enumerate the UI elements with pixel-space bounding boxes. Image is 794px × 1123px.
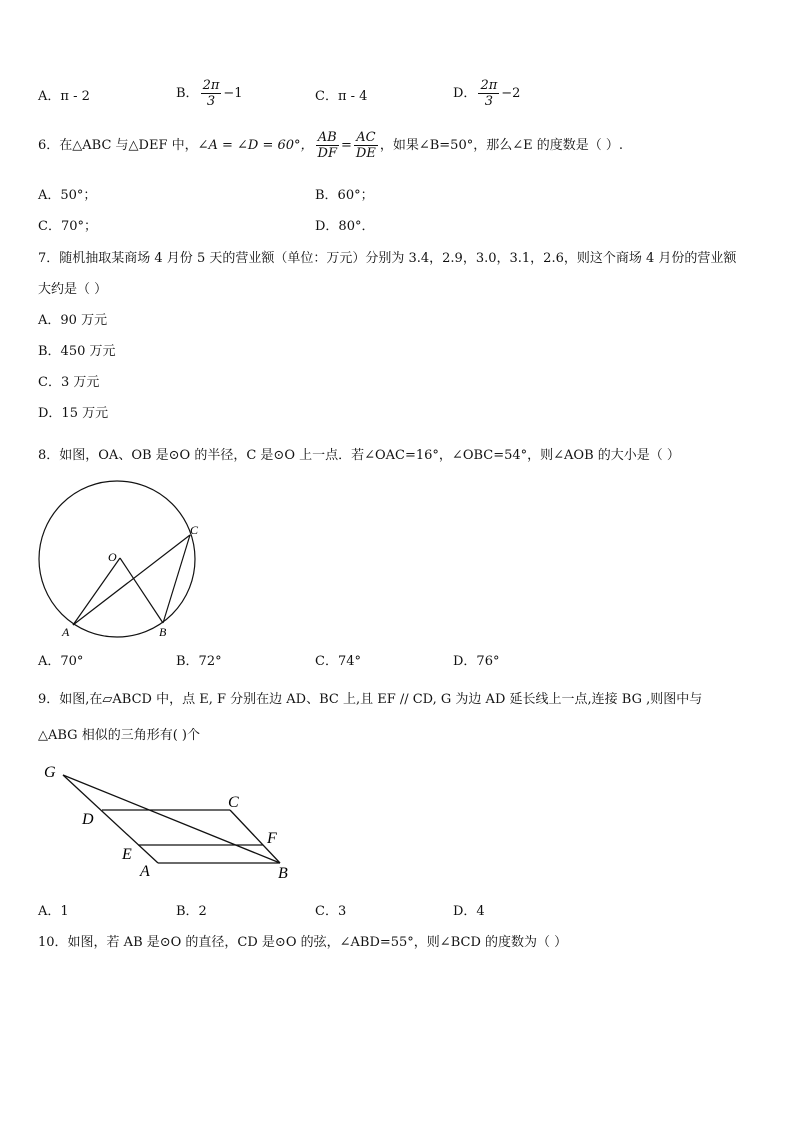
label-d: D (82, 811, 94, 828)
q7-stem-line2: 大约是（ ） (38, 282, 108, 297)
segment-oa (73, 558, 120, 625)
q10-stem: 10．如图，若 AB 是⊙O 的直径，CD 是⊙O 的弦，∠ABD=55°，则∠BCD 的度数为（ ） (38, 935, 568, 950)
q6-option-a: A．50°； (38, 188, 97, 203)
q6-option-c: C．70°； (38, 219, 97, 234)
q9-option-d: D．4 (453, 904, 485, 919)
label-a: A (62, 625, 70, 639)
q8-option-a: A．70° (38, 654, 84, 669)
q6-option-d: D．80°． (315, 219, 375, 234)
label-c: C (228, 794, 239, 811)
q5-option-b: B． $\frac{2\pi}{3}$ −1 (176, 78, 243, 109)
q9-option-c: C．3 (315, 904, 347, 919)
q9-parallelogram-figure (38, 760, 308, 885)
q7-option-a: A．90 万元 (38, 313, 108, 328)
q7-option-d: D．15 万元 (38, 406, 109, 421)
label-b: B (278, 865, 288, 882)
q6-option-b: B．60°； (315, 188, 374, 203)
segment-ac (73, 535, 190, 625)
q5-option-c: C．π - 4 (315, 89, 368, 104)
label-a: A (140, 863, 150, 880)
label-b: B (159, 625, 167, 639)
label-f: F (267, 830, 277, 847)
label-o: O (108, 550, 117, 564)
q7-option-c: C．3 万元 (38, 375, 100, 390)
q8-option-c: C．74° (315, 654, 361, 669)
segment-ga (63, 775, 158, 863)
q5-option-a: A．π - 2 (38, 89, 90, 104)
q7-stem-line1: 7．随机抽取某商场 4 月份 5 天的营业额（单位：万元）分别为 3.4，2.9，3.0，3.1，2.6，则这个商场 4 月份的营业额 (38, 251, 737, 266)
label-c: C (190, 523, 199, 537)
label-g: G (44, 764, 56, 781)
q7-option-b: B．450 万元 (38, 344, 116, 359)
label-e: E (122, 846, 132, 863)
q9-stem-line1: 9．如图,在▱ABCD 中，点 E, F 分别在边 AD、BC 上,且 EF // CD, G 为边 AD 延长线上一点,连接 BG ,则图中与 (38, 692, 703, 707)
q9-option-b: B．2 (176, 904, 207, 919)
q9-option-a: A．1 (38, 904, 69, 919)
q8-circle-figure (30, 480, 220, 645)
q8-option-d: D．76° (453, 654, 500, 669)
q6-stem: 6．在△ABC 与△DEF 中，∠A = ∠D = 60°， $\frac{AB}{DF}$ = $\frac{AC}{DE}$ ，如果∠B=50°，那么∠E 的度数是（ ）. (38, 130, 623, 161)
q9-stem-line2: △ABG 相似的三角形有( )个 (38, 728, 200, 743)
q8-option-b: B．72° (176, 654, 222, 669)
segment-ob (120, 558, 163, 623)
circle-o (39, 481, 195, 637)
q5-option-d: D． $\frac{2\pi}{3}$ −2 (453, 78, 521, 109)
segment-gb (63, 775, 280, 863)
q8-stem: 8．如图，OA、OB 是⊙O 的半径，C 是⊙O 上一点．若∠OAC=16°，∠OBC=54°，则∠AOB 的大小是（ ） (38, 448, 680, 463)
